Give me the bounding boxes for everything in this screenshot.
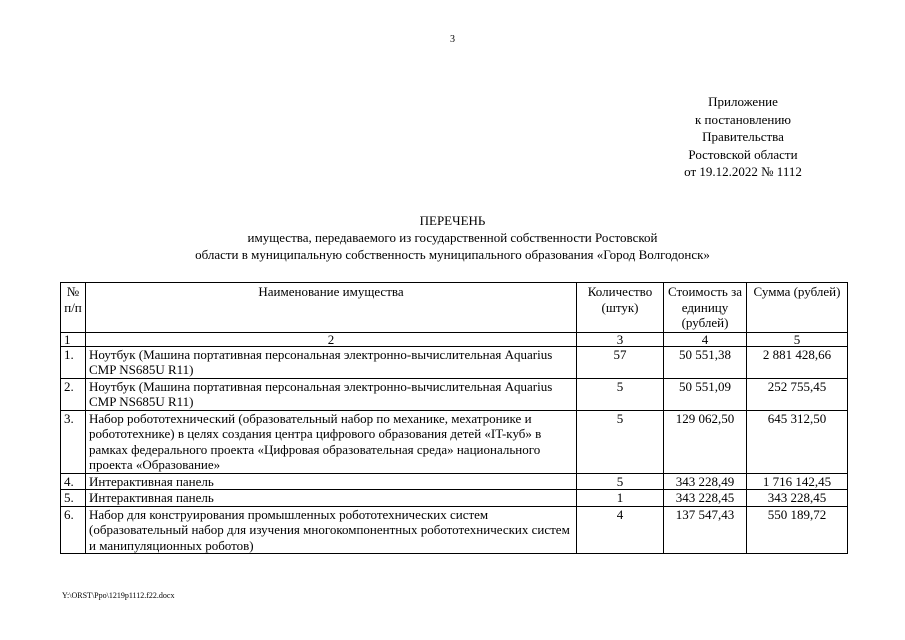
row-qty: 57 — [577, 346, 664, 378]
row-unit-cost: 343 228,49 — [664, 473, 747, 490]
page-number: 3 — [450, 34, 455, 45]
appendix-line: Приложение — [708, 94, 778, 109]
row-qty: 1 — [577, 490, 664, 507]
header-qty: Количество (штук) — [577, 283, 664, 333]
row-num: 4. — [61, 473, 86, 490]
row-name: Интерактивная панель — [86, 490, 577, 507]
row-unit-cost: 50 551,38 — [664, 346, 747, 378]
header-sum: Сумма (рублей) — [747, 283, 848, 333]
title-line: имущества, передаваемого из государственной собственности Ростовской — [247, 230, 658, 245]
file-path-footer: Y:\ORST\Ppo\1219p1112.f22.docx — [62, 591, 175, 600]
column-number: 3 — [577, 332, 664, 346]
row-name: Набор для конструирования промышленных робототехнических систем (образовательный набор для изучения многокомпонентных робототехнических систем и манипуляционных роботов) — [86, 506, 577, 554]
appendix-line: от 19.12.2022 № 1112 — [684, 164, 802, 179]
appendix-line: Ростовской области — [688, 146, 798, 162]
column-number: 4 — [664, 332, 747, 346]
row-num: 3. — [61, 410, 86, 473]
row-name: Набор робототехнический (образовательный набор по механике, мехатронике и робототехнике) в целях создания центра цифрового образования детей «IT-куб» в рамках федерального проекта «Цифровая образовательная среда» национального проекта «Образование» — [86, 410, 577, 473]
column-number: 1 — [61, 332, 86, 346]
row-sum: 1 716 142,45 — [747, 473, 848, 490]
header-name: Наименование имущества — [86, 283, 577, 333]
row-sum: 252 755,45 — [747, 378, 848, 410]
row-unit-cost: 50 551,09 — [664, 378, 747, 410]
row-num: 6. — [61, 506, 86, 554]
row-num: 2. — [61, 378, 86, 410]
row-sum: 645 312,50 — [747, 410, 848, 473]
row-qty: 4 — [577, 506, 664, 554]
row-sum: 343 228,45 — [747, 490, 848, 507]
row-qty: 5 — [577, 473, 664, 490]
title-heading: ПЕРЕЧЕНЬ — [419, 213, 486, 228]
appendix-block — [650, 93, 836, 181]
row-name: Ноутбук (Машина портативная персональная электронно-вычислительная Aquarius CMP NS685U R11) — [86, 378, 577, 410]
property-table — [60, 282, 848, 554]
table-row — [61, 378, 848, 410]
row-qty: 5 — [577, 378, 664, 410]
header-num: № п/п — [61, 283, 86, 333]
table-row — [61, 346, 848, 378]
row-num: 1. — [61, 346, 86, 378]
table-header-row — [61, 283, 848, 333]
table-row — [61, 473, 848, 490]
column-number: 5 — [747, 332, 848, 346]
row-name: Ноутбук (Машина портативная персональная электронно-вычислительная Aquarius CMP NS685U R11) — [86, 346, 577, 378]
document-title — [0, 212, 905, 263]
table-row — [61, 490, 848, 507]
row-sum: 550 189,72 — [747, 506, 848, 554]
row-num: 5. — [61, 490, 86, 507]
appendix-line: Правительства — [702, 129, 784, 144]
column-number: 2 — [86, 332, 577, 346]
row-name: Интерактивная панель — [86, 473, 577, 490]
row-unit-cost: 343 228,45 — [664, 490, 747, 507]
title-line: области в муниципальную собственность муниципального образования «Город Волгодонск» — [195, 247, 710, 262]
row-qty: 5 — [577, 410, 664, 473]
row-unit-cost: 137 547,43 — [664, 506, 747, 554]
header-unit-cost: Стоимость за единицу (рублей) — [664, 283, 747, 333]
column-number-row — [61, 332, 848, 346]
table-row — [61, 410, 848, 473]
table-row — [61, 506, 848, 554]
row-sum: 2 881 428,66 — [747, 346, 848, 378]
row-unit-cost: 129 062,50 — [664, 410, 747, 473]
appendix-line: к постановлению — [694, 111, 792, 127]
